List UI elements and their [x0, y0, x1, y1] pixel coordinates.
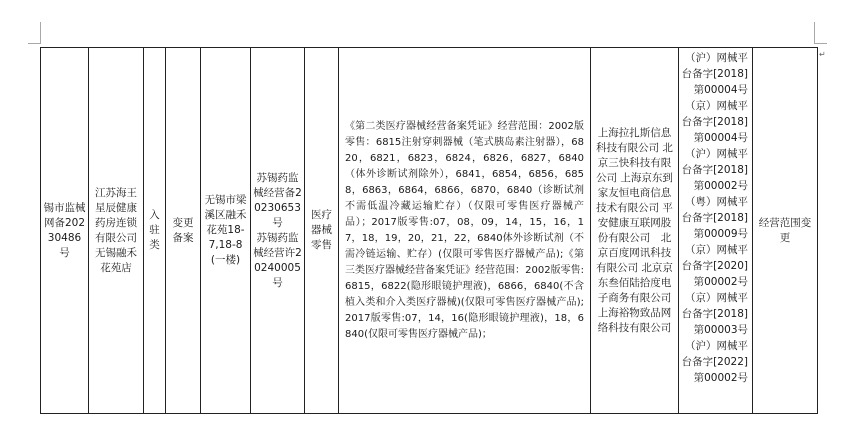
cell-business-scope: 《第二类医疗器械经营备案凭证》经营范围：2002版零售：6815注射穿刺器械（笔式胰岛素注射器），6820，6821，6823，6824，6826，6827，6840（体外诊断试剂除外），6841，6854，6856，6858，6863，6864，6866，6870，6840（诊断试剂不需低温冷藏运输贮存）（仅限可零售医疗器械产品）；2017版零售:07，08，09，14，15，16，17，18，19，20，21，22，6840体外诊断试剂（不需冷链运输、贮存）(仅限可零售医疗器械产品);《第三类医疗器械经营备案凭证》经营范围：2002版零售:6815，6822(隐形眼镜护理液)，6866，6840(不含植入类和介入类医疗器械)(仅限可零售医疗器械产品);2017版零售:07，14，16(隐形眼镜护理液)，18，6840(仅限可零售医疗器械产品)；	[339, 48, 591, 414]
cell-category: 入驻类	[144, 48, 166, 414]
registration-table	[40, 47, 818, 414]
cell-authority: 锡市监械网备20230486号	[41, 48, 89, 414]
cell-license	[251, 48, 305, 414]
cell-company: 江苏海王星辰健康药房连锁有限公司无锡融禾花苑店	[89, 48, 144, 414]
license-permit-number: 苏锡药监械经营许20240005号	[253, 231, 302, 289]
cell-business-type: 医疗器械零售	[305, 48, 339, 414]
end-of-row-mark: ↵	[819, 50, 826, 59]
margin-corner-left-vertical	[40, 22, 41, 44]
cell-address: 无锡市梁溪区融禾花苑18-7,18-8(一楼)	[201, 48, 251, 414]
cell-change-type: 变更备案	[166, 48, 201, 414]
cell-platform-records: （沪）网械平台备字[2018]第00004号（京）网械平台备字[2018]第00004号（沪）网械平台备字[2018]第00002号（粤）网械平台备字[2018]第00009号（京）网械平台备字[2020]第00002号（京）网械平台备字[2018]第00003号（沪）网械平台备字[2022]第00002号	[679, 48, 753, 414]
cell-remark: 经营范围变更	[753, 48, 818, 414]
table-row	[41, 48, 818, 414]
license-filing-number: 苏锡药监械经营备20230653号	[253, 171, 302, 229]
cell-platform-companies: 上海拉扎斯信息科技有限公司 北京三快科技有限公司 上海京东到家友恒电商信息技术有限公司 平安健康互联网股份有限公司 北京百度网讯科技有限公司 北京京东叁佰陆拾度电子商务有限公司 上海裕物致品网络科技有限公司	[591, 48, 679, 414]
margin-corner-right-horizontal	[814, 43, 827, 44]
margin-corner-left-horizontal	[28, 43, 41, 44]
margin-corner-right-vertical	[814, 22, 815, 44]
